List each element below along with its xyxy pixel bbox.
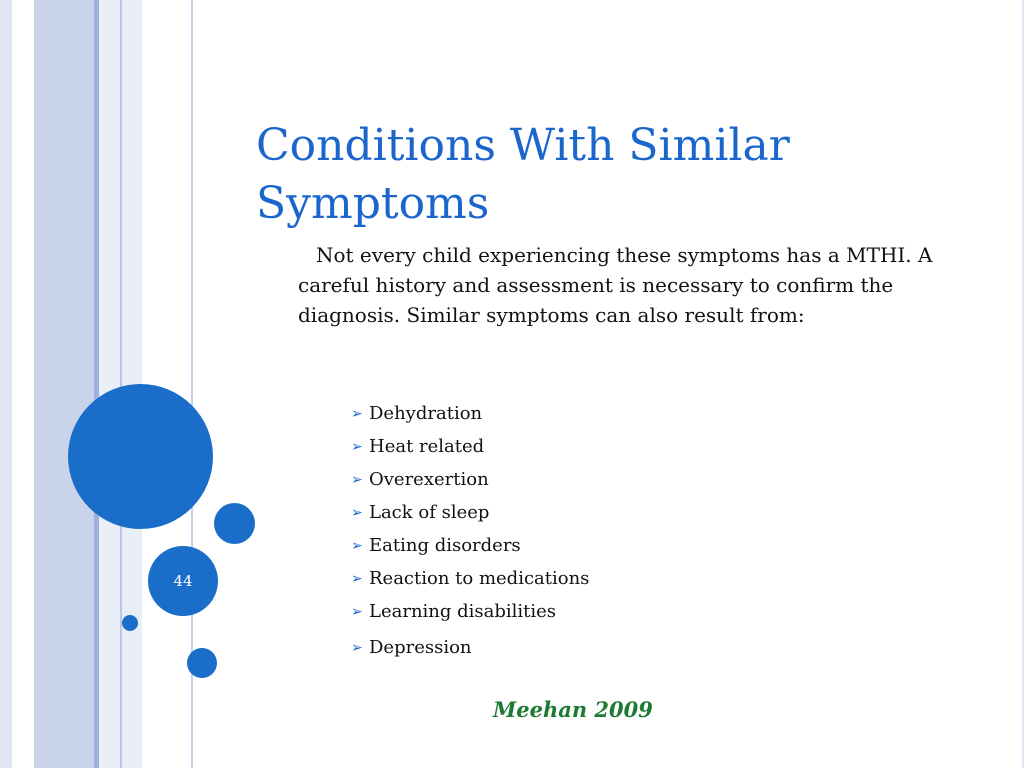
list-item — [351, 562, 589, 595]
arrow-right-icon: ➢ — [351, 438, 363, 455]
arrow-right-icon: ➢ — [351, 603, 363, 620]
list-item-label: Heat related — [369, 436, 485, 457]
intro-text: Not every child experiencing these symptoms has a MTHI. A careful history and assessment is necessary to confirm the diagnosis. Similar symptoms can also result from: — [298, 243, 933, 327]
decorative-circle-small — [187, 648, 217, 678]
arrow-right-icon: ➢ — [351, 639, 363, 656]
arrow-right-icon: ➢ — [351, 471, 363, 488]
list-item — [351, 631, 589, 664]
decorative-stripe — [0, 0, 12, 768]
list-item-label: Eating disorders — [369, 535, 521, 556]
list-item-label: Lack of sleep — [369, 502, 490, 523]
decorative-circle-tiny — [122, 615, 138, 631]
list-item-label: Reaction to medications — [369, 568, 590, 589]
list-item — [351, 463, 589, 496]
arrow-right-icon: ➢ — [351, 537, 363, 554]
decorative-stripe — [99, 0, 120, 768]
page-number: 44 — [173, 572, 193, 590]
citation: Meehan 2009 — [493, 697, 653, 722]
page-number-badge — [148, 546, 218, 616]
slide-title: Conditions With Similar Symptoms — [256, 120, 790, 230]
list-item — [351, 595, 589, 628]
list-item — [351, 496, 589, 529]
list-item — [351, 397, 589, 430]
decorative-circle-medium — [214, 503, 255, 544]
arrow-right-icon: ➢ — [351, 504, 363, 521]
list-item — [351, 529, 589, 562]
arrow-right-icon: ➢ — [351, 570, 363, 587]
list-item-label: Depression — [369, 637, 472, 658]
list-item-label: Dehydration — [369, 403, 483, 424]
list-item — [351, 430, 589, 463]
list-item-label: Overexertion — [369, 469, 489, 490]
bullet-list — [351, 397, 589, 664]
decorative-stripe — [12, 0, 34, 768]
list-item-label: Learning disabilities — [369, 601, 557, 622]
decorative-stripe — [34, 0, 94, 768]
arrow-right-icon: ➢ — [351, 405, 363, 422]
intro-paragraph — [298, 240, 958, 330]
decorative-circle-large — [68, 384, 213, 529]
